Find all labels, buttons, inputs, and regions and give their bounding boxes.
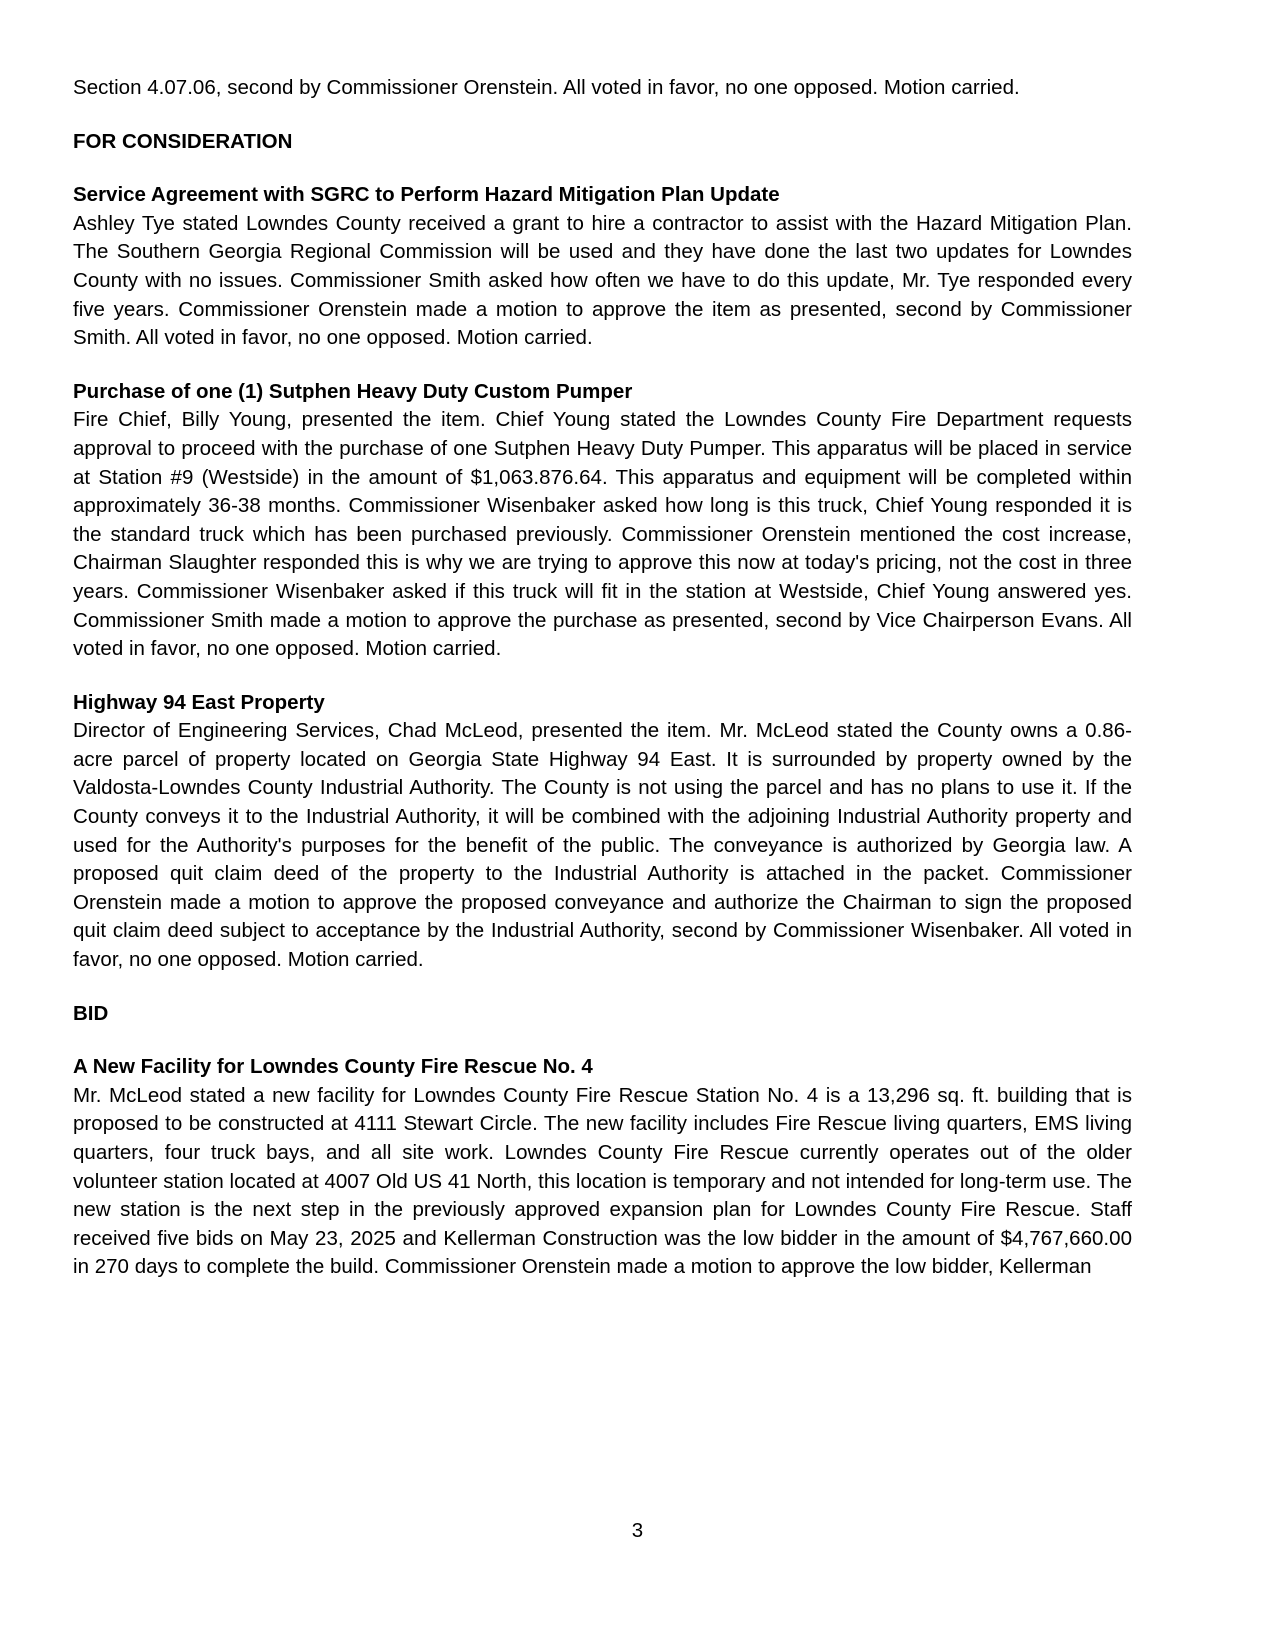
continued-paragraph-section-40706: Section 4.07.06, second by Commissioner Orenstein. All voted in favor, no one opposed. Motion carried. — [73, 76, 1020, 99]
section-heading-bid: BID — [73, 1001, 109, 1025]
item-heading-highway-94-east-property: Highway 94 East Property — [73, 690, 325, 714]
paragraph-spacer — [73, 156, 1132, 181]
page-number: 3 — [631, 1519, 644, 1542]
paragraph-service-agreement-sgrc: Ashley Tye stated Lowndes County received a grant to hire a contractor to assist with the Hazard Mitigation Plan. The Southern Georgia Regional Commission will be used and they have done the last two updates for Lowndes County with no issues. Commissioner Smith asked how often we have to do this update, Mr. Tye responded every five years. Commissioner Orenstein made a motion to approve the item as presented, second by Commissioner Smith. All voted in favor, no one opposed. Motion carried. — [73, 211, 1132, 350]
paragraph-spacer — [73, 103, 1132, 128]
paragraph-spacer — [73, 1028, 1132, 1053]
document-body — [73, 74, 1132, 1282]
paragraph-spacer — [73, 664, 1132, 689]
item-heading-service-agreement-sgrc: Service Agreement with SGRC to Perform Hazard Mitigation Plan Update — [73, 183, 780, 207]
paragraph-new-facility-fire-rescue-no-4: Mr. McLeod stated a new facility for Lowndes County Fire Rescue Station No. 4 is a 13,296 sq. ft. building that is proposed to be constructed at 4111 Stewart Circle. The new facility includes Fire Rescue living quarters, EMS living quarters, four truck bays, and all site work. Lowndes County Fire Rescue currently operates out of the older volunteer station located at 4007 Old US 41 North, this location is temporary and not intended for long-term use. The new station is the next step in the previously approved expansion plan for Lowndes County Fire Rescue. Staff received five bids on May 23, 2025 and Kellerman Construction was the low bidder in the amount of $4,767,660.00 in 270 days to complete the build. Commissioner Orenstein made a motion to approve the low bidder, Kellerman — [73, 1083, 1132, 1279]
item-heading-sutphen-pumper: Purchase of one (1) Sutphen Heavy Duty Custom Pumper — [73, 379, 633, 403]
section-heading-for-consideration: FOR CONSIDERATION — [73, 129, 293, 153]
paragraph-highway-94-east-property: Director of Engineering Services, Chad McLeod, presented the item. Mr. McLeod stated the County owns a 0.86-acre parcel of property located on Georgia State Highway 94 East. It is surrounded by property owned by the Valdosta-Lowndes County Industrial Authority. The County is not using the parcel and has no plans to use it. If the County conveys it to the Industrial Authority, it will be combined with the adjoining Industrial Authority property and used for the Authority's purposes for the benefit of the public. The conveyance is authorized by Georgia law. A proposed quit claim deed of the property to the Industrial Authority is attached in the packet. Commissioner Orenstein made a motion to approve the proposed conveyance and authorize the Chairman to sign the proposed quit claim deed subject to acceptance by the Industrial Authority, second by Commissioner Wisenbaker. All voted in favor, no one opposed. Motion carried. — [73, 719, 1132, 972]
paragraph-sutphen-pumper: Fire Chief, Billy Young, presented the item. Chief Young stated the Lowndes County Fire Department requests approval to proceed with the purchase of one Sutphen Heavy Duty Pumper. This apparatus will be placed in service at Station #9 (Westside) in the amount of $1,063.876.64. This apparatus and equipment will be completed within approximately 36-38 months. Commissioner Wisenbaker asked how long is this truck, Chief Young responded it is the standard truck which has been purchased previously. Commissioner Orenstein mentioned the cost increase, Chairman Slaughter responded this is why we are trying to approve this now at today's pricing, not the cost in three years. Commissioner Wisenbaker asked if this truck will fit in the station at Westside, Chief Young answered yes. Commissioner Smith made a motion to approve the purchase as presented, second by Vice Chairperson Evans. All voted in favor, no one opposed. Motion carried. — [73, 408, 1132, 661]
paragraph-spacer — [73, 353, 1132, 378]
item-heading-new-facility-fire-rescue-no-4: A New Facility for Lowndes County Fire Rescue No. 4 — [73, 1055, 593, 1079]
paragraph-spacer — [73, 975, 1132, 1000]
